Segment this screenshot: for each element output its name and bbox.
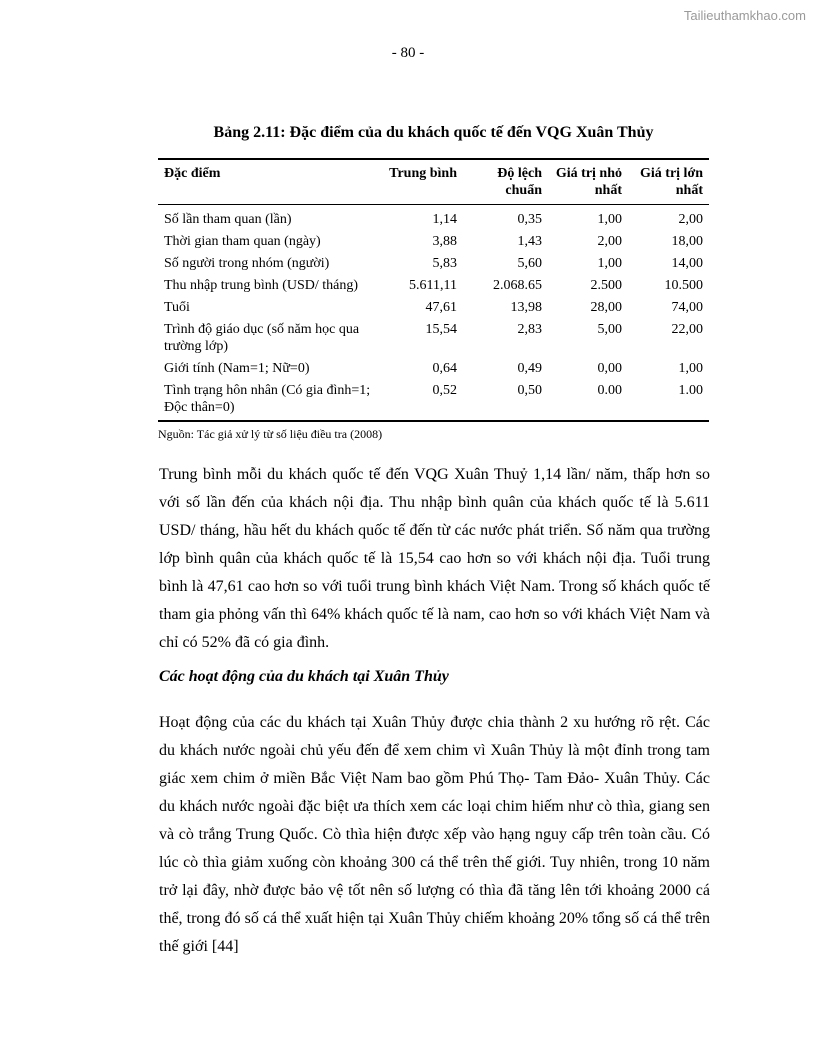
table-cell: 5,00 [597, 322, 622, 337]
table-cell: 1,00 [597, 256, 622, 271]
table-cell: 15,54 [425, 322, 457, 337]
row-label: Số lần tham quan (lần) [164, 212, 292, 227]
row-label: Số người trong nhóm (người) [164, 256, 330, 271]
row-label: Giới tính (Nam=1; Nữ=0) [164, 361, 310, 376]
table-row [158, 319, 709, 358]
table-row [158, 275, 709, 297]
table-cell: 14,00 [671, 256, 703, 271]
table-cell: 2,00 [597, 234, 622, 249]
table-cell: 2.068.65 [493, 278, 542, 293]
table-title: Bảng 2.11: Đặc điểm của du khách quốc tế đến VQG Xuân Thủy [213, 124, 654, 141]
table-row [158, 380, 709, 421]
column-header: Độ lệch chuẩn [463, 159, 548, 205]
table-cell: 3,88 [432, 234, 457, 249]
table-cell: 0.00 [548, 380, 628, 421]
watermark: Tailieuthamkhao.com [683, 8, 806, 23]
table-cell: 0,64 [432, 361, 457, 376]
row-label: Tuổi [164, 300, 190, 315]
table-cell: 13,98 [510, 300, 542, 315]
table-cell: 18,00 [671, 234, 703, 249]
table-cell: 2.500 [590, 278, 622, 293]
row-label: Tình trạng hôn nhân (Có gia đình=1; Độc thân=0) [158, 380, 383, 421]
table-cell: 22,00 [671, 322, 703, 337]
table-cell: 10.500 [664, 278, 703, 293]
table-cell: 5,60 [517, 256, 542, 271]
table-row [158, 297, 709, 319]
table-cell: 2,00 [678, 212, 703, 227]
row-label: Trình độ giáo dục (số năm học qua trường lớp) [164, 322, 360, 354]
table-row [158, 253, 709, 275]
body-paragraph: Hoạt động của các du khách tại Xuân Thủy được chia thành 2 xu hướng rõ rệt. Các du khách nước ngoài chủ yếu đến để xem chim vì Xuân Thủy là một đỉnh trong tam giác xem chim ở miền Bắc Việt Nam bao gồm Phú Thọ- Tam Đảo- Xuân Thủy. Các du khách nước ngoài đặc biệt ưa thích xem các loại chim hiếm như cò thìa, giang sen và cò trắng Trung Quốc. Cò thìa hiện được xếp vào hạng nguy cấp trên toàn cầu. Có lúc cò thìa giảm xuống còn khoảng 300 cá thể trên thế giới. Tuy nhiên, trong 10 năm trở lại đây, nhờ được bảo vệ tốt nên số lượng có thìa đã tăng lên tới khoảng 2000 cá thể, trong đó số cá thể xuất hiện tại Xuân Thủy chiếm khoảng 20% tổng số cá thể trên thế giới [44] [159, 714, 710, 955]
page-number: - 80 - [391, 45, 425, 61]
column-header: Trung bình [383, 159, 463, 205]
table-cell: 0,49 [517, 361, 542, 376]
table-cell: 1,00 [678, 361, 703, 376]
table-row [158, 205, 709, 232]
table-cell: 1.00 [628, 380, 709, 421]
table-cell: 1,14 [432, 212, 457, 227]
table-cell: 5.611,11 [409, 278, 457, 293]
column-header: Đặc điểm [158, 159, 383, 205]
table-row [158, 231, 709, 253]
row-label: Thu nhập trung bình (USD/ tháng) [164, 278, 359, 293]
table-cell: 0,50 [463, 380, 548, 421]
column-header: Giá trị nhỏ nhất [548, 159, 628, 205]
table-source-note: Nguồn: Tác giả xử lý từ số liệu điều tra (2008) [158, 427, 383, 441]
table-cell: 0,00 [597, 361, 622, 376]
table-header-row [158, 159, 709, 205]
data-table [158, 158, 709, 422]
body-paragraph: Trung bình mỗi du khách quốc tế đến VQG Xuân Thuỷ 1,14 lần/ năm, thấp hơn so với số lần đến của khách nội địa. Thu nhập bình quân của khách quốc tế là 5.611 USD/ tháng, hầu hết du khách quốc tế đến từ các nước phát triển. Số năm qua trường lớp bình quân của khách quốc tế là 15,54 cao hơn so với khách nội địa. Tuổi trung bình là 47,61 cao hơn so với tuổi trung bình khách Việt Nam. Trong số khách quốc tế tham gia phỏng vấn thì 64% khách quốc tế là nam, cao hơn so với khách Việt Nam và chỉ có 52% đã có gia đình. [159, 466, 710, 651]
table-cell: 74,00 [671, 300, 703, 315]
column-header: Giá trị lớn nhất [628, 159, 709, 205]
table-cell: 47,61 [425, 300, 457, 315]
table-cell: 2,83 [517, 322, 542, 337]
row-label: Thời gian tham quan (ngày) [164, 234, 321, 249]
table-cell: 28,00 [590, 300, 622, 315]
section-heading: Các hoạt động của du khách tại Xuân Thủy [159, 668, 449, 685]
table-cell: 0,52 [383, 380, 463, 421]
table-cell: 1,00 [597, 212, 622, 227]
table-cell: 5,83 [432, 256, 457, 271]
table-cell: 0,35 [517, 212, 542, 227]
table-cell: 1,43 [517, 234, 542, 249]
table-row [158, 358, 709, 380]
